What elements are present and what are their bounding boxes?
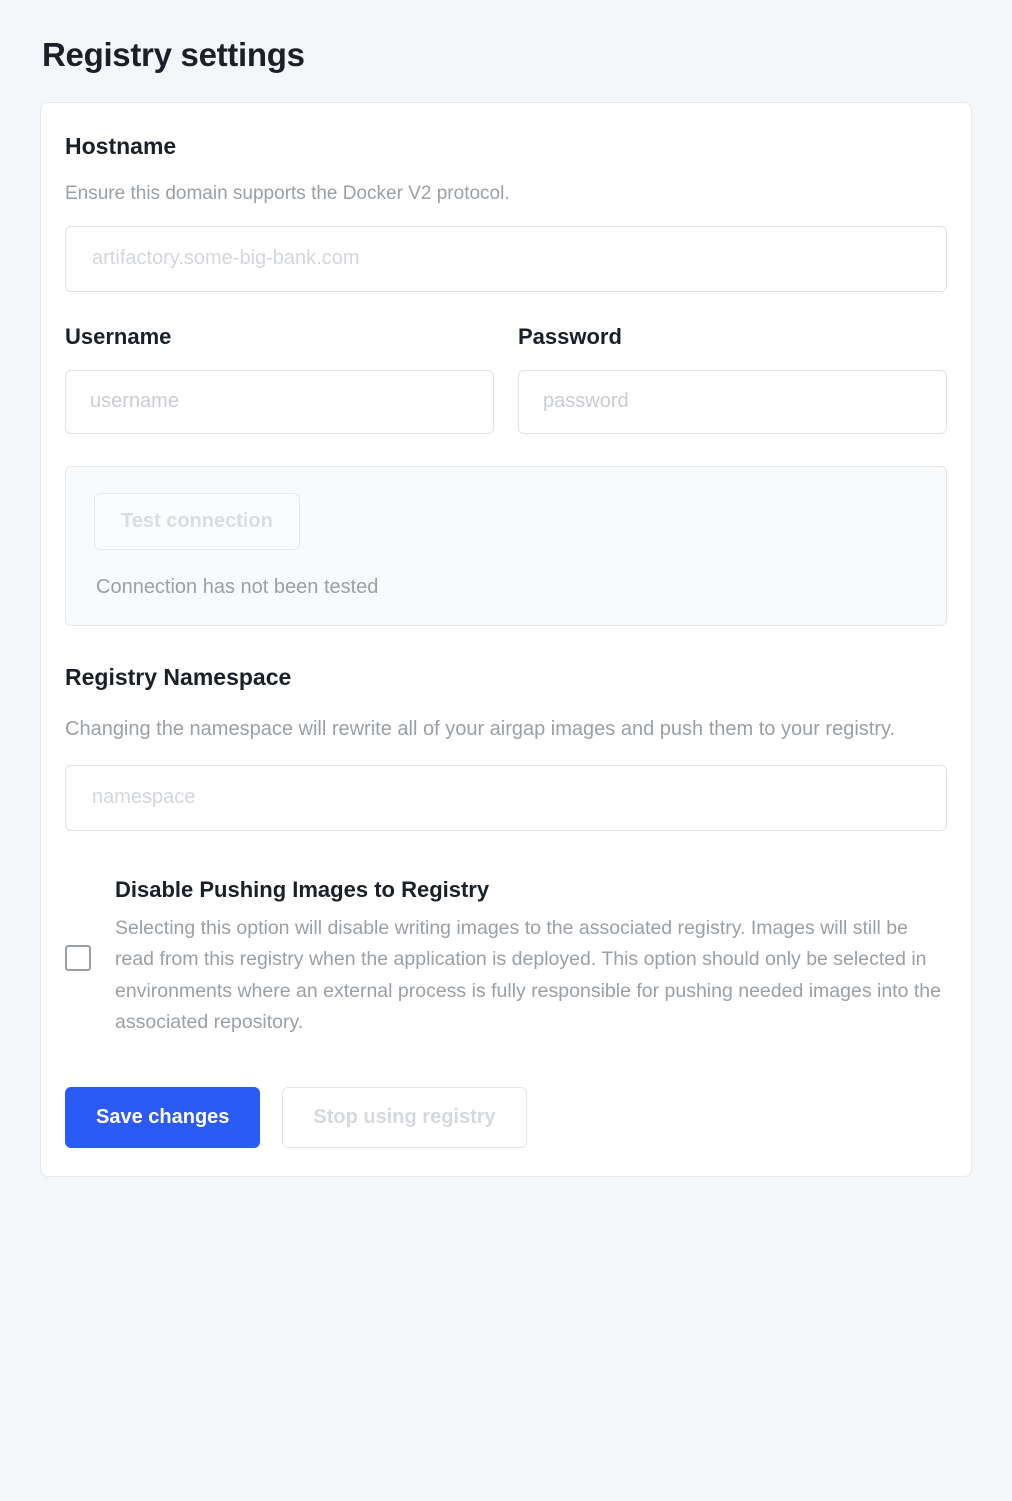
disable-push-row [65,877,947,1039]
form-actions [65,1087,947,1148]
credentials-row [65,324,947,434]
hostname-label: Hostname [65,133,177,159]
stop-using-registry-button[interactable]: Stop using registry [282,1087,526,1148]
password-label: Password [518,323,622,349]
test-connection-button[interactable]: Test connection [94,493,300,550]
disable-push-text [115,877,947,1039]
registry-namespace-description: Changing the namespace will rewrite all of your airgap images and push them to your registry. [65,717,896,740]
username-field [65,324,494,434]
disable-push-description: Selecting this option will disable writing images to the associated registry. Images will still be read from this registry when the application is deployed. This option should only be selected in environments where an external process is fully responsible for pushing needed images into the associated repository. [115,916,941,1034]
username-input[interactable] [65,370,494,434]
test-connection-panel [65,466,947,626]
registry-namespace-label: Registry Namespace [65,663,292,690]
hostname-input[interactable] [65,226,947,292]
password-field [518,324,947,434]
hostname-helper-text: Ensure this domain supports the Docker V2 protocol. [65,183,510,204]
registry-settings-card [40,102,972,1177]
test-connection-status: Connection has not been tested [96,575,379,598]
page-title: Registry settings [42,36,305,73]
save-changes-button[interactable]: Save changes [65,1087,260,1148]
disable-push-checkbox[interactable] [65,945,91,971]
password-input[interactable] [518,370,947,434]
namespace-input[interactable] [65,765,947,831]
disable-push-title: Disable Pushing Images to Registry [115,876,490,902]
username-label: Username [65,323,172,349]
